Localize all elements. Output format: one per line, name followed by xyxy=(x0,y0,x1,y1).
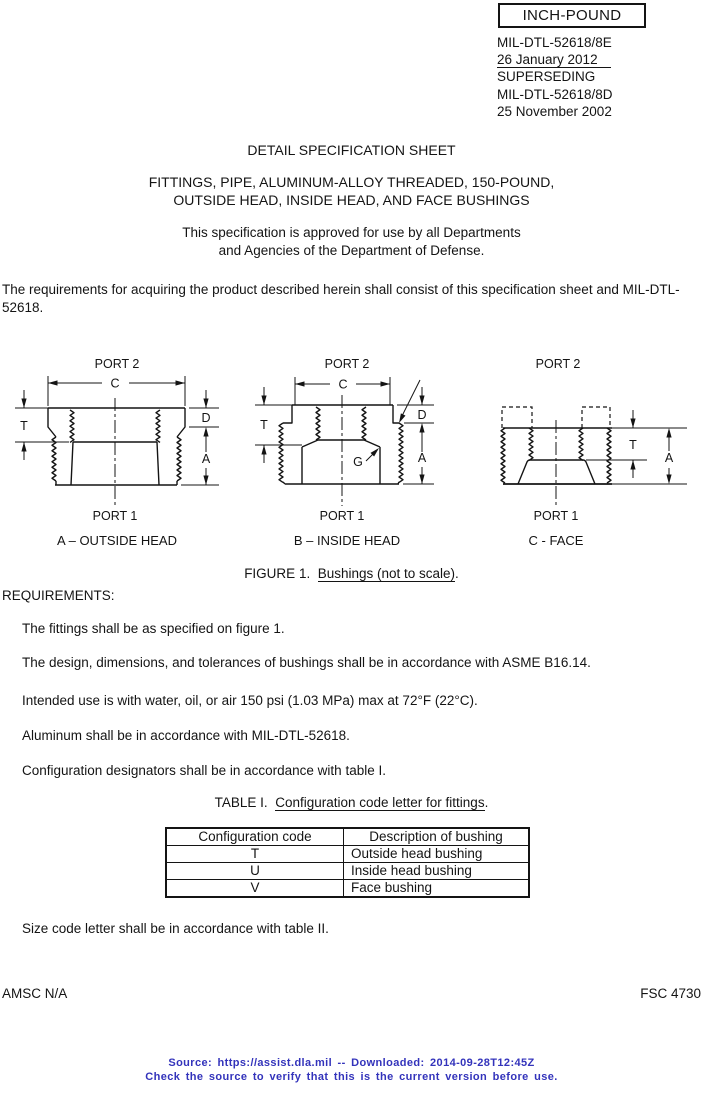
requirements-heading: REQUIREMENTS: xyxy=(2,588,115,603)
external-thread-left xyxy=(279,423,283,482)
drawing-c-face-bushing xyxy=(455,350,700,550)
internal-thread-right xyxy=(362,407,366,440)
requirement-paragraph: The fittings shall be as specified on figure 1. xyxy=(22,621,285,636)
title-line-1: FITTINGS, PIPE, ALUMINUM-ALLOY THREADED, 150-POUND, xyxy=(148,174,555,190)
table-header-row xyxy=(166,828,529,846)
dim-label-a: A xyxy=(664,451,674,465)
verify-line: Check the source to verify that this is the current version before use. xyxy=(145,1070,558,1083)
amsc-code: AMSC N/A xyxy=(2,986,68,1001)
figure-caption: FIGURE 1. Bushings (not to scale). xyxy=(244,566,459,581)
title-line-2: OUTSIDE HEAD, INSIDE HEAD, AND FACE BUSHINGS xyxy=(173,191,530,208)
size-code-note: Size code letter shall be in accordance with table II. xyxy=(22,921,329,936)
bushing-outline xyxy=(48,408,185,485)
superseded-spec-date: 25 November 2002 xyxy=(497,103,612,119)
external-thread-left xyxy=(501,428,505,483)
download-notice xyxy=(0,1057,703,1084)
superseded-spec-number: MIL-DTL-52618/8D xyxy=(497,86,613,102)
configuration-code-table xyxy=(165,827,530,898)
dim-label-t: T xyxy=(20,419,28,433)
drawing-caption: B – INSIDE HEAD xyxy=(293,533,401,548)
dim-label-c: C xyxy=(338,377,348,392)
port1-label: PORT 1 xyxy=(319,509,365,523)
external-thread-left xyxy=(52,437,56,481)
spec-number: MIL-DTL-52618/8E xyxy=(497,35,612,50)
drawing-a-outside-head-bushing xyxy=(13,350,238,550)
dim-label-d: D xyxy=(201,411,211,425)
drawing-caption: A – OUTSIDE HEAD xyxy=(57,533,177,548)
dim-label-g: G xyxy=(353,455,363,469)
drawing-caption: C - FACE xyxy=(528,533,584,548)
figure-label: FIGURE 1. xyxy=(244,566,311,581)
dim-label-d: D xyxy=(417,408,427,422)
intro-paragraph: The requirements for acquiring the product described herein shall consist of this specification sheet and MIL-DTL-52618. xyxy=(2,282,680,315)
approval-statement: This specification is approved for use by all Departments and Agencies of the Department of Defense. xyxy=(182,225,521,258)
internal-thread-right xyxy=(579,428,583,460)
external-thread-right xyxy=(177,437,181,481)
document-title xyxy=(0,174,703,209)
requirement-paragraph: Intended use is with water, oil, or air 150 psi (1.03 MPa) max at 72°F (22°C). xyxy=(22,693,478,708)
table-row: T Outside head bushing xyxy=(166,846,529,863)
dim-label-c: C xyxy=(110,376,120,391)
drawing-b-inside-head-bushing xyxy=(250,350,475,550)
superseding-label: SUPERSEDING xyxy=(497,69,596,85)
spec-date: 26 January 2012 xyxy=(497,52,611,68)
document-type-heading: DETAIL SPECIFICATION SHEET xyxy=(247,142,456,158)
external-thread-right xyxy=(607,428,611,483)
dimension-g-leader xyxy=(366,448,379,461)
external-thread-right xyxy=(399,423,403,482)
dim-label-t: T xyxy=(260,418,268,432)
table-row: U Inside head bushing xyxy=(166,863,529,880)
inch-pound-label: INCH-POUND xyxy=(522,7,622,24)
requirement-paragraph: Aluminum shall be in accordance with MIL-DTL-52618. xyxy=(22,728,350,743)
port2-label: PORT 2 xyxy=(94,357,140,371)
dim-label-t: T xyxy=(629,438,637,452)
fsc-code: FSC 4730 xyxy=(640,986,701,1001)
internal-thread-right xyxy=(156,410,160,442)
spec-id-block xyxy=(497,34,613,120)
table-row: V Face bushing xyxy=(166,880,529,898)
internal-thread-left xyxy=(529,428,533,460)
figure-title: Bushings (not to scale) xyxy=(317,566,456,581)
inch-pound-designator xyxy=(498,3,646,28)
table1-label: TABLE I. xyxy=(214,795,268,810)
internal-thread-left xyxy=(316,407,320,440)
requirement-paragraph: The design, dimensions, and tolerances of bushings shall be in accordance with ASME B16.14. xyxy=(22,655,591,670)
dimension-d-a xyxy=(181,390,219,485)
source-line: Source: https://assist.dla.mil -- Downloaded: 2014-09-28T12:45Z xyxy=(168,1057,535,1069)
requirement-paragraph: Configuration designators shall be in accordance with table I. xyxy=(22,763,386,778)
dim-label-a: A xyxy=(417,451,427,465)
port2-label: PORT 2 xyxy=(535,357,581,371)
dim-label-a: A xyxy=(201,452,211,466)
internal-thread-left xyxy=(70,410,74,442)
col-header-description: Description of bushing xyxy=(344,828,530,846)
port2-label: PORT 2 xyxy=(324,357,370,371)
table1-title: TABLE I. Configuration code letter for fittings. xyxy=(214,795,489,810)
col-header-configuration-code: Configuration code xyxy=(166,828,344,846)
port1-label: PORT 1 xyxy=(92,509,138,523)
port1-label: PORT 1 xyxy=(533,509,579,523)
